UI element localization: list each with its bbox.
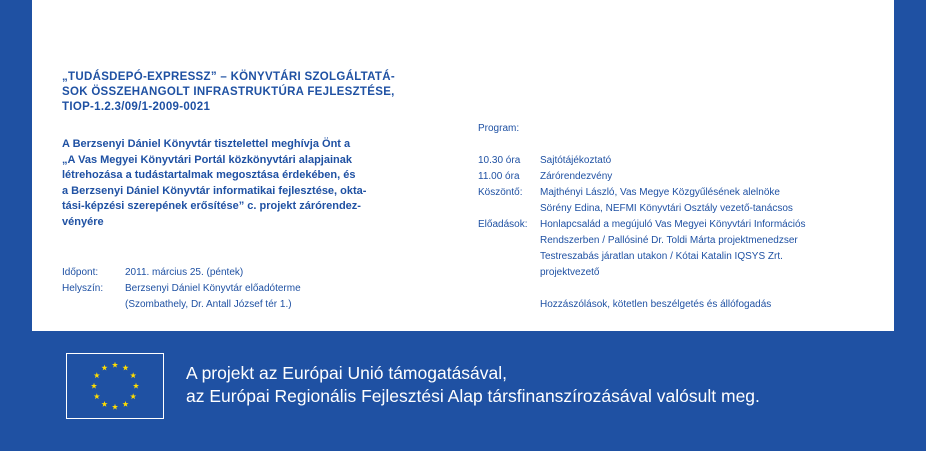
eu-funding-note <box>186 362 760 408</box>
invitation-text <box>62 137 450 230</box>
place-value: Berzsenyi Dániel Könyvtár előadóterme <box>125 283 301 294</box>
date-row <box>62 265 301 281</box>
date-label: Időpont: <box>62 267 99 278</box>
eu-star-icon <box>122 365 128 371</box>
program-label <box>478 297 540 313</box>
program-text <box>540 121 543 137</box>
program-row <box>478 217 806 233</box>
place-row-2 <box>62 297 301 313</box>
program-label: Köszöntő: <box>478 187 523 198</box>
program-row <box>478 281 806 297</box>
title-line: „TUDÁSDEPÓ-EXPRESSZ” – KÖNYVTÁRI SZOLGÁLTATÁ- <box>62 71 395 83</box>
invite-line: vényére <box>62 215 104 228</box>
program-row <box>478 121 806 137</box>
place-address: (Szombathely, Dr. Antall József tér 1.) <box>125 299 292 310</box>
program-text <box>540 281 543 297</box>
program-text: Zárórendezvény <box>540 171 613 182</box>
date-value: 2011. március 25. (péntek) <box>125 267 244 278</box>
invite-line: „A Vas Megyei Könyvtári Portál közkönyvtári alapjainak <box>62 153 352 166</box>
program-text: Honlapcsalád a megújuló Vas Megyei Könyvtári Információs <box>540 219 806 230</box>
program-row <box>478 153 806 169</box>
program-row <box>478 265 806 281</box>
title-line: TIOP-1.2.3/09/1-2009-0021 <box>62 101 211 113</box>
program-label: Előadások: <box>478 219 528 230</box>
program-text: projektvezető <box>540 267 600 278</box>
program-row <box>478 137 806 153</box>
program-label: 10.30 óra <box>478 155 521 166</box>
program-text: Rendszerben / Pallósiné Dr. Toldi Márta projektmenedzser <box>540 235 798 246</box>
invite-line: a Berzsenyi Dániel Könyvtár informatikai fejlesztése, okta- <box>62 184 367 197</box>
eu-star-icon <box>133 383 139 389</box>
program-text: Testreszabás járatlan utakon / Kótai Katalin IQSYS Zrt. <box>540 251 783 262</box>
place-row <box>62 281 301 297</box>
program-label <box>478 249 540 265</box>
eu-star-icon <box>112 404 118 410</box>
eu-line-2: az Európai Regionális Fejlesztési Alap társfinanszírozásával valósult meg. <box>186 386 760 406</box>
program-text: Hozzászólások, kötetlen beszélgetés és állófogadás <box>540 299 772 310</box>
invite-line: A Berzsenyi Dániel Könyvtár tisztelettel meghívja Önt a <box>62 138 351 150</box>
invite-line: tási-képzési szerepének erősítése” c. projekt zárórendez- <box>62 200 361 212</box>
eu-star-icon <box>101 401 107 407</box>
program-label: Program: <box>478 123 520 134</box>
eu-star-icon <box>112 362 118 368</box>
eu-line-1: A projekt az Európai Unió támogatásával, <box>186 363 508 383</box>
place-label: Helyszín: <box>62 283 104 294</box>
program-label: 11.00 óra <box>478 171 520 182</box>
invite-line: létrehozása a tudástartalmak megosztása érdekében, és <box>62 169 356 181</box>
eu-star-icon <box>94 372 100 378</box>
program-label <box>478 201 540 217</box>
event-info <box>62 265 301 313</box>
program-label <box>478 233 540 249</box>
eu-star-icon <box>101 365 107 371</box>
program-row <box>478 185 806 201</box>
program-row <box>478 297 806 313</box>
eu-flag-stars <box>67 354 163 418</box>
program-text: Sajtótájékoztató <box>540 155 612 166</box>
program-label <box>478 137 540 153</box>
eu-star-icon <box>94 393 100 399</box>
title-line: SOK ÖSSZEHANGOLT INFRASTRUKTÚRA FEJLESZTÉSE, <box>62 86 395 98</box>
program-text: Majthényi László, Vas Megye Közgyűlésének alelnöke <box>540 187 780 198</box>
program-text: Sörény Edina, NEFMI Könyvtári Osztály vezető-tanácsos <box>540 203 793 214</box>
program-label <box>478 281 540 297</box>
project-title <box>62 70 450 115</box>
program-text <box>540 137 543 153</box>
eu-star-icon <box>122 401 128 407</box>
program-list <box>478 121 806 313</box>
eu-star-icon <box>91 383 97 389</box>
eu-flag-icon <box>66 353 164 419</box>
program-row <box>478 233 806 249</box>
program-row <box>478 249 806 265</box>
program-label <box>478 265 540 281</box>
eu-star-icon <box>130 372 136 378</box>
eu-star-icon <box>130 393 136 399</box>
program-row <box>478 201 806 217</box>
program-row <box>478 169 806 185</box>
